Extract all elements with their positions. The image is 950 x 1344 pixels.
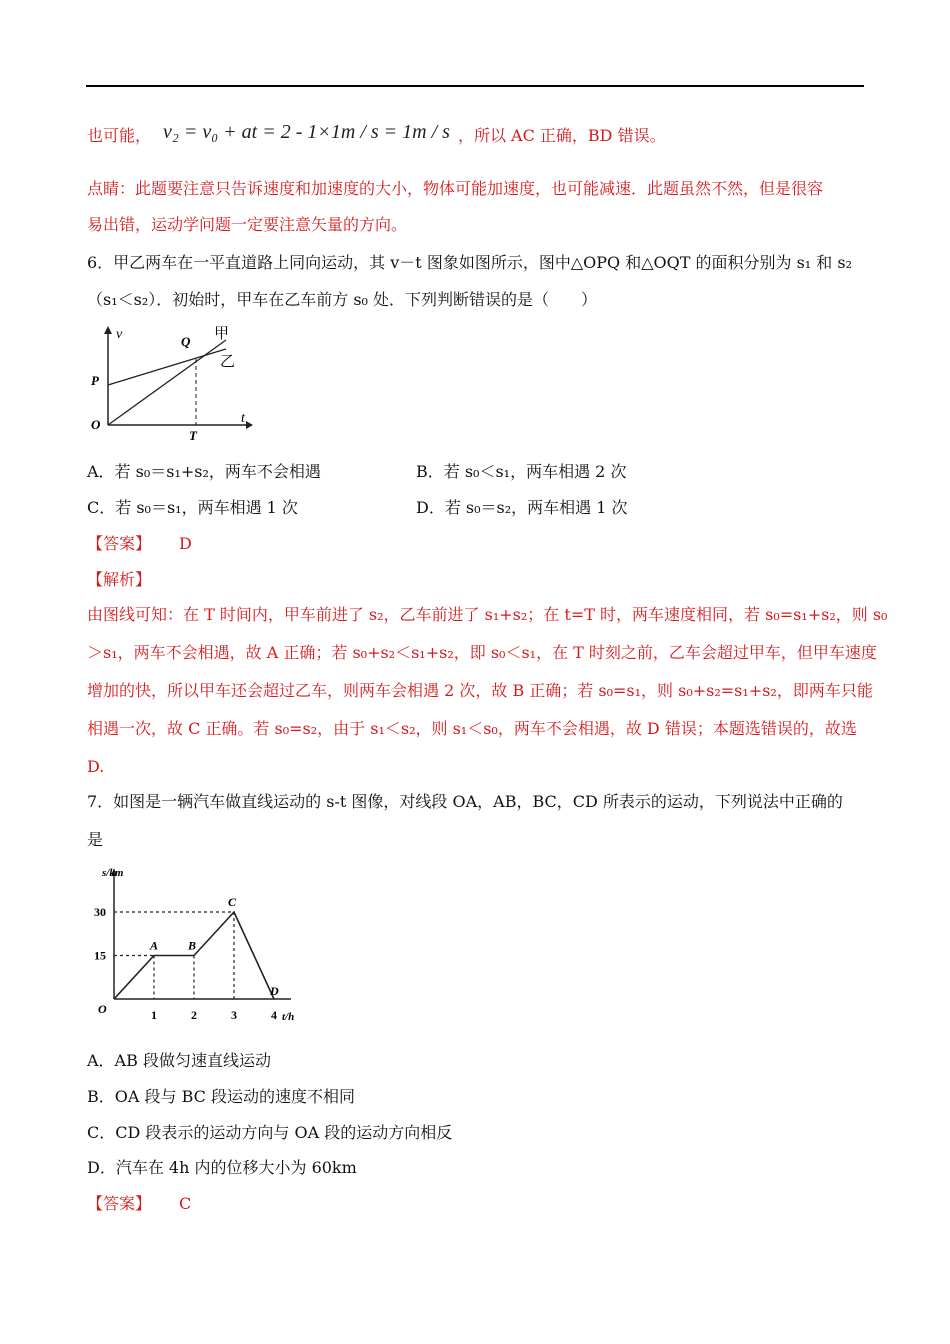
q7-option-d: D．汽车在 4h 内的位移大小为 60km [87, 1158, 357, 1177]
q7-option-b: B．OA 段与 BC 段运动的速度不相同 [87, 1087, 355, 1106]
q7-point-label-C: C [228, 895, 237, 909]
q6-stem-line1: 6．甲乙两车在一平直道路上同向运动，其 v－t 图象如图所示，图中△OPQ 和△OQT 的面积分别为 s₁ 和 s₂ [87, 253, 853, 272]
q6-label-Q: Q [181, 334, 191, 349]
q7-answer: C [179, 1194, 192, 1213]
q6-label-T: T [189, 428, 197, 442]
q7-point-label-B: B [188, 938, 197, 953]
q6-label-P: P [91, 373, 99, 388]
q6-label-yi: 乙 [220, 354, 236, 370]
q6-line-jia [108, 340, 226, 425]
q7-x-tick-2: 2 [191, 1008, 197, 1022]
q7-option-c: C．CD 段表示的运动方向与 OA 段的运动方向相反 [87, 1123, 453, 1142]
q7-point-label-A: A [150, 938, 159, 953]
q6-analysis-line2: ＞s₁，两车不会相遇，故 A 正确；若 s₀+s₂＜s₁+s₂，即 s₀＜s₁，在 T 时刻之前，乙车会超过甲车，但甲车速度 [87, 643, 877, 662]
q6-vt-graph [86, 322, 256, 442]
q6-stem-line2: （s₁＜s₂）．初始时，甲车在乙车前方 s₀ 处．下列判断错误的是（ ） [87, 290, 598, 309]
q6-option-a: A．若 s₀＝s₁+s₂，两车不会相遇 [87, 462, 321, 481]
q6-line-yi [108, 352, 216, 385]
q6-label-v: v [116, 327, 123, 342]
q6-option-d: D．若 s₀＝s₂，两车相遇 1 次 [416, 498, 628, 517]
q6-v-axis-arrow [104, 326, 112, 334]
q5-suffix: ，所以 AC 正确，BD 错误。 [457, 126, 666, 145]
q6-t-axis-arrow [246, 421, 253, 429]
q6-label-t: t [241, 411, 245, 426]
header-rule [86, 85, 864, 87]
q6-option-b: B．若 s₀＜s₁，两车相遇 2 次 [416, 462, 627, 481]
q7-st-chart [86, 862, 306, 1032]
q6-answer: D [179, 534, 192, 553]
q7-answer-line [87, 1193, 191, 1215]
q7-x-label: t/h [282, 1011, 295, 1023]
q7-point-label-D: D [270, 984, 279, 998]
q7-point-label-O: O [98, 1002, 107, 1016]
q7-stem-line1: 7．如图是一辆汽车做直线运动的 s-t 图像，对线段 OA，AB，BC，CD 所表示的运动，下列说法中正确的 [87, 792, 843, 811]
q6-analysis-tag: 【解析】 [87, 570, 152, 589]
q7-y-tick-15: 15 [94, 948, 106, 963]
q6-label-origin: O [91, 417, 101, 432]
q6-option-c: C．若 s₀＝s₁，两车相遇 1 次 [87, 498, 298, 517]
q6-answer-line [87, 533, 192, 555]
q7-answer-tag: 【答案】 [87, 1194, 152, 1213]
q6-analysis-line5: D. [87, 757, 105, 776]
q7-option-a: A．AB 段做匀速直线运动 [87, 1051, 271, 1070]
q6-line-yi-tail [216, 349, 226, 352]
q5-note-line1: 点睛：此题要注意只告诉速度和加速度的大小，物体可能加速度，也可能减速．此题虽然不然，但是很容 [87, 179, 824, 198]
q7-y-tick-30: 30 [94, 905, 106, 919]
q5-prefix: 也可能， [87, 126, 152, 145]
q7-x-tick-3: 3 [231, 1008, 237, 1022]
q7-stem-line2: 是 [87, 830, 104, 849]
q5-conclusion-line [87, 121, 666, 147]
q5-formula: v₂ = v₀ + at = 2 - 1×1m / s = 1m / s [163, 121, 450, 143]
q7-x-tick-4: 4 [271, 1008, 277, 1022]
q6-answer-tag: 【答案】 [87, 534, 152, 553]
q6-analysis-line3: 增加的快，所以甲车还会超过乙车，则两车会相遇 2 次，故 B 正确；若 s₀=s₁，则 s₀+s₂=s₁+s₂，即两车只能 [87, 681, 873, 700]
q7-x-tick-1: 1 [151, 1008, 157, 1022]
q5-note-line2: 易出错，运动学问题一定要注意矢量的方向。 [87, 215, 408, 234]
q6-analysis-line4: 相遇一次，故 C 正确。若 s₀=s₂，由于 s₁＜s₂，则 s₁＜s₀，两车不会相遇，故 D 错误；本题选错误的，故选 [87, 719, 857, 738]
q6-label-jia: 甲 [214, 326, 230, 342]
q6-analysis-line1: 由图线可知：在 T 时间内，甲车前进了 s₂，乙车前进了 s₁+s₂；在 t=T 时，两车速度相同，若 s₀=s₁+s₂，则 s₀ [87, 605, 888, 624]
q7-y-label: s/km [102, 867, 124, 879]
